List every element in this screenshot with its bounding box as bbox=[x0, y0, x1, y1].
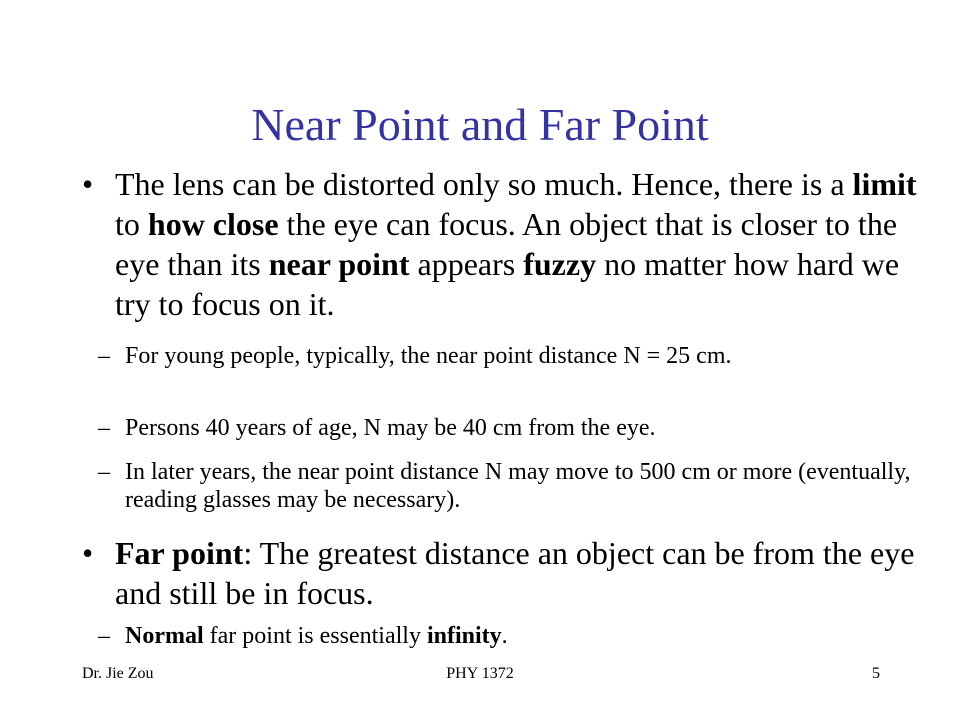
bullet-1-bold-fuzzy: fuzzy bbox=[523, 246, 597, 282]
bullet-marker: • bbox=[82, 535, 94, 571]
bullet-2 bbox=[82, 533, 927, 613]
subbullet-text: Persons 40 years of age, N may be 40 cm from the eye. bbox=[125, 415, 656, 441]
subbullet-text: For young people, typically, the near point distance N = 25 cm. bbox=[125, 343, 732, 369]
bullet-1-bold-near-point: near point bbox=[268, 246, 410, 282]
bullet-1-bold-limit: limit bbox=[852, 166, 917, 202]
dash-marker: – bbox=[98, 415, 110, 441]
bullet-1-text-a: The lens can be distorted only so much. Hence, there is a bbox=[115, 166, 853, 202]
bullet-2-text: : The greatest distance an object can be from the eye and still be in focus. bbox=[115, 535, 915, 611]
subbullet-text-b: . bbox=[501, 623, 508, 649]
subbullet-bold-normal: Normal bbox=[125, 623, 204, 649]
bullet-1-text-c: the eye can focus. An object that is closer to the eye than its bbox=[115, 206, 898, 282]
footer-author: Dr. Jie Zou bbox=[82, 665, 154, 682]
subbullet-1-2 bbox=[98, 414, 928, 442]
dash-marker: – bbox=[98, 623, 110, 649]
slide-title: Near Point and Far Point bbox=[251, 99, 709, 150]
bullet-1-text-e: no matter how hard we try to focus on it. bbox=[115, 246, 900, 322]
subbullet-text-a: far point is essentially bbox=[203, 623, 427, 649]
bullet-marker: • bbox=[82, 166, 94, 202]
subbullet-1-3 bbox=[98, 458, 928, 514]
bullet-1-text-d: appears bbox=[409, 246, 524, 282]
bullet-1-text-b: to bbox=[115, 206, 148, 242]
subbullet-2-1 bbox=[98, 622, 928, 650]
bullet-2-bold-far-point: Far point bbox=[115, 535, 244, 571]
dash-marker: – bbox=[98, 459, 110, 485]
footer-page-number: 5 bbox=[872, 665, 880, 682]
footer-course: PHY 1372 bbox=[446, 665, 514, 682]
subbullet-text: In later years, the near point distance N may move to 500 cm or more (eventually, reading glasses may be necessary). bbox=[125, 459, 911, 513]
subbullet-1-1 bbox=[98, 342, 928, 370]
bullet-1-bold-how-close: how close bbox=[147, 206, 279, 242]
bullet-1 bbox=[82, 164, 927, 324]
dash-marker: – bbox=[98, 343, 110, 369]
subbullet-bold-infinity: infinity bbox=[426, 623, 502, 649]
